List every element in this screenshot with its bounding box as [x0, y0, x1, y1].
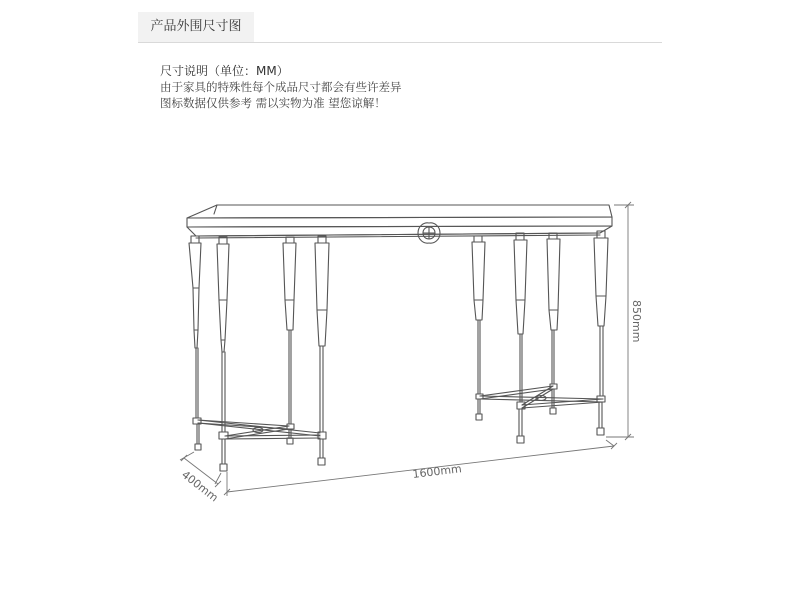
leg-front-center-right	[514, 233, 527, 443]
apron	[196, 233, 600, 238]
length-label: 1600mm	[411, 462, 463, 481]
leg-front-center-left	[315, 236, 329, 465]
leg-back-right-center	[472, 236, 485, 420]
height-label: 850mm	[630, 300, 643, 343]
stretcher-right	[480, 386, 603, 408]
leg-front-right	[594, 231, 608, 435]
depth-label: 400mm	[179, 468, 221, 505]
leg-front-left	[189, 236, 201, 450]
tabletop	[187, 205, 612, 236]
height-dimension-line	[606, 202, 634, 440]
notes-line-2: 图标数据仅供参考 需以实物为准 望您谅解！	[160, 96, 386, 110]
leg-back-left	[283, 237, 296, 444]
stretcher-left	[198, 420, 320, 439]
notes-title: 尺寸说明（单位：MM）	[160, 64, 289, 78]
notes-line-1: 由于家具的特殊性每个成品尺寸都会有些许差异	[160, 80, 402, 94]
page-title: 产品外围尺寸图	[138, 12, 254, 42]
